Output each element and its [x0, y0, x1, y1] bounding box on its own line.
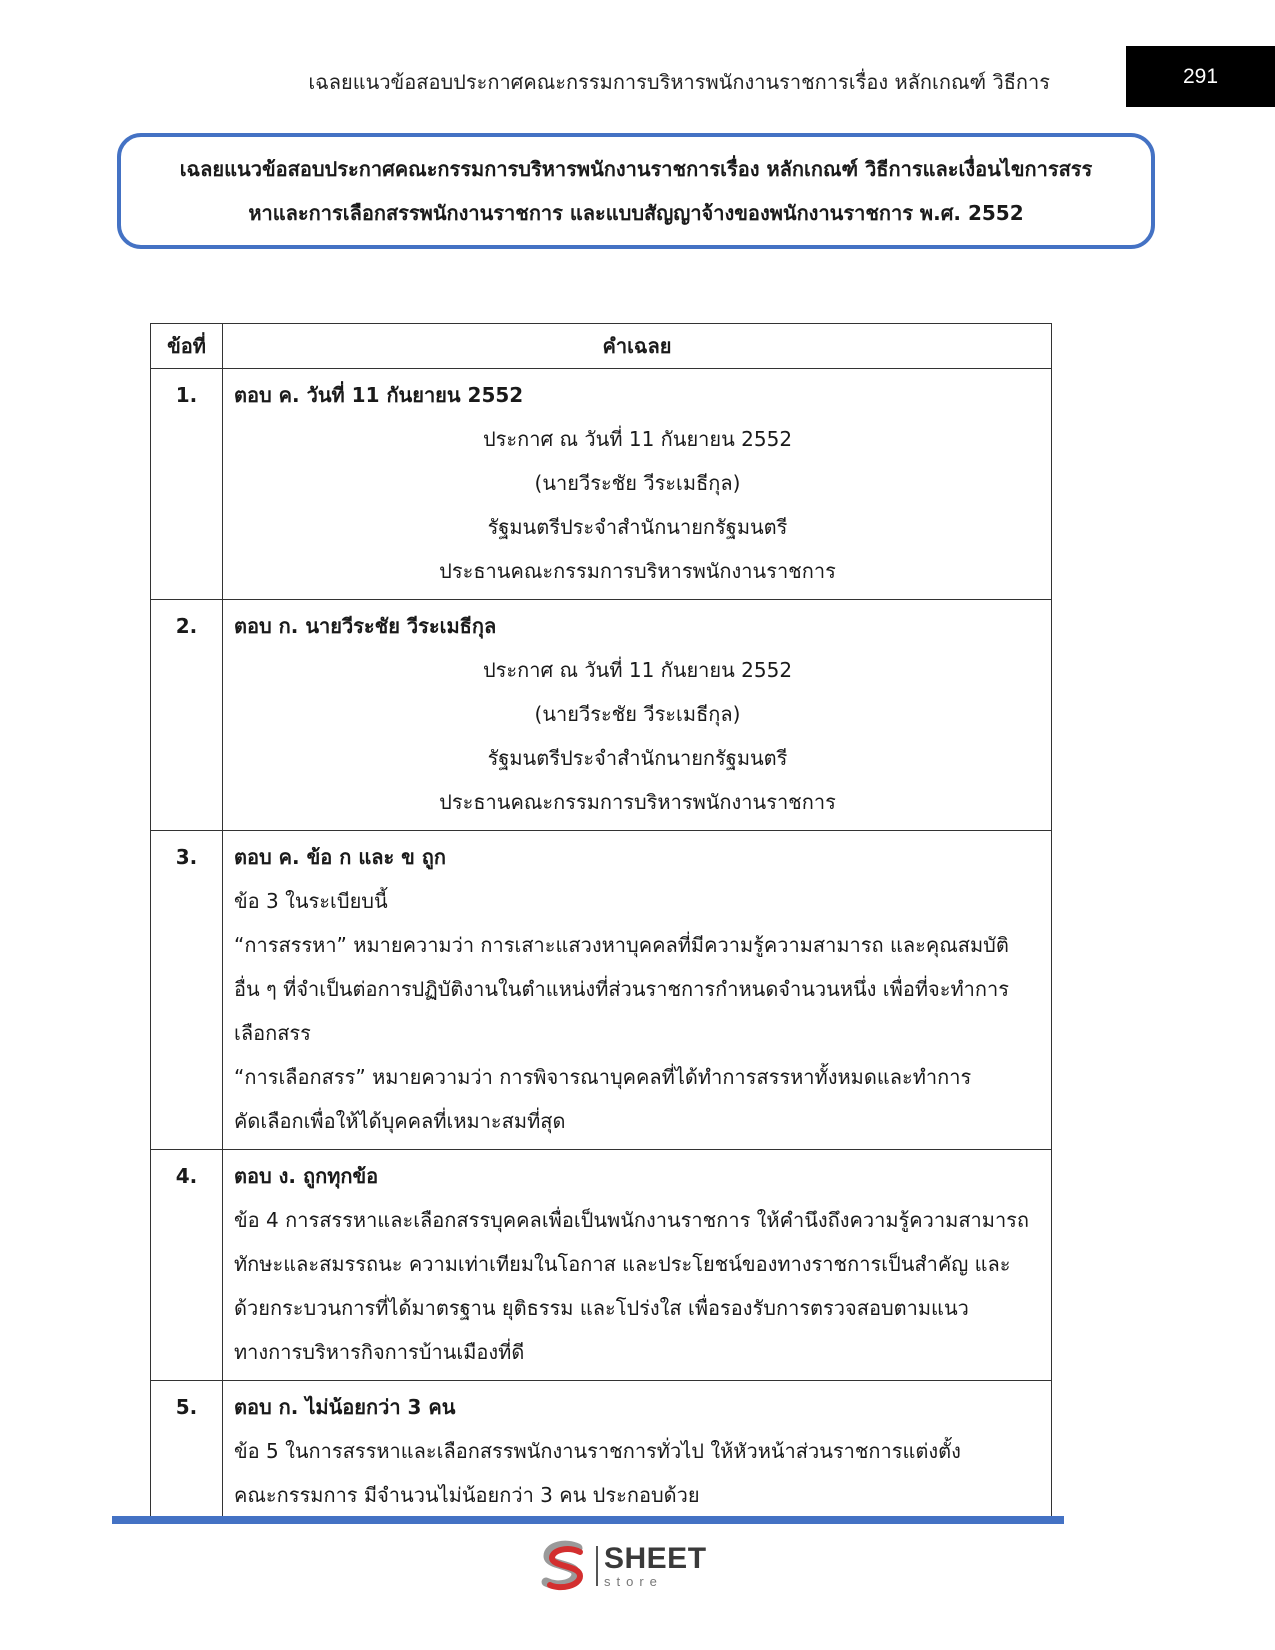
header-answer: คำเฉลย	[223, 324, 1052, 369]
table-row	[151, 369, 1052, 600]
question-number: 1.	[175, 383, 198, 407]
explanation-line: ข้อ 4 การสรรหาและเลือกสรรบุคคลเพื่อเป็นพนักงานราชการ ให้คำนึงถึงความรู้ความสามารถ	[234, 1208, 1030, 1232]
explanation-line: “การสรรหา” หมายความว่า การเสาะแสวงหาบุคคลที่มีความรู้ความสามารถ และคุณสมบัติ	[234, 933, 1009, 957]
answer-choice: ตอบ ก. ไม่น้อยกว่า 3 คน	[234, 1395, 456, 1419]
explanation-line: (นายวีระชัย วีระเมธีกุล)	[534, 702, 741, 726]
explanation-line: ประกาศ ณ วันที่ 11 กันยายน 2552	[482, 658, 793, 682]
logo-wordmark: SHEET	[604, 1542, 707, 1575]
table-row	[151, 600, 1052, 831]
answer-choice: ตอบ ค. ข้อ ก และ ข ถูก	[234, 845, 447, 869]
sheet-store-logo	[538, 1540, 707, 1592]
question-number: 2.	[175, 614, 198, 638]
logo-separator	[596, 1546, 598, 1586]
table-header-row	[151, 324, 1052, 369]
running-header: เฉลยแนวข้อสอบประกาศคณะกรรมการบริหารพนักงานราชการเรื่อง หลักเกณฑ์ วิธีการ	[308, 70, 1050, 94]
question-number: 3.	[175, 845, 198, 869]
explanation-line: “การเลือกสรร” หมายความว่า การพิจารณาบุคคลที่ได้ทำการสรรหาทั้งหมดและทำการ	[234, 1065, 972, 1089]
table-row	[151, 831, 1052, 1150]
explanation-line: ประธานคณะกรรมการบริหารพนักงานราชการ	[439, 559, 836, 583]
explanation-line: คณะกรรมการ มีจำนวนไม่น้อยกว่า 3 คน ประกอบด้วย	[234, 1483, 700, 1507]
answer-choice: ตอบ ง. ถูกทุกข้อ	[234, 1164, 379, 1188]
table-row	[151, 1150, 1052, 1381]
explanation-line: ทางการบริหารกิจการบ้านเมืองที่ดี	[234, 1340, 525, 1364]
explanation-line: อื่น ๆ ที่จำเป็นต่อการปฏิบัติงานในตำแหน่งที่ส่วนราชการกำหนดจำนวนหนึ่ง เพื่อที่จะทำการ	[234, 977, 1009, 1001]
explanation-line: ข้อ 5 ในการสรรหาและเลือกสรรพนักงานราชการทั่วไป ให้หัวหน้าส่วนราชการแต่งตั้ง	[234, 1439, 961, 1463]
answer-choice: ตอบ ก. นายวีระชัย วีระเมธีกุล	[234, 614, 497, 638]
explanation-line: เลือกสรร	[234, 1021, 311, 1045]
footer-rule	[112, 1516, 1064, 1524]
page-number: 291	[1126, 46, 1275, 107]
header-question-number: ข้อที่	[151, 324, 223, 369]
explanation-line: ทักษะและสมรรถนะ ความเท่าเทียมในโอกาส และประโยชน์ของทางราชการเป็นสำคัญ และ	[234, 1252, 1011, 1276]
explanation-line: ประกาศ ณ วันที่ 11 กันยายน 2552	[482, 427, 793, 451]
question-number: 5.	[175, 1395, 198, 1419]
question-number: 4.	[175, 1164, 198, 1188]
answer-choice: ตอบ ค. วันที่ 11 กันยายน 2552	[234, 383, 524, 407]
explanation-line: รัฐมนตรีประจำสำนักนายกรัฐมนตรี	[487, 515, 788, 539]
sheet-store-s-icon	[538, 1540, 590, 1592]
title-line-2: หาและการเลือกสรรพนักงานราชการ และแบบสัญญาจ้างของพนักงานราชการ พ.ศ. 2552	[248, 201, 1024, 225]
explanation-line: (นายวีระชัย วีระเมธีกุล)	[534, 471, 741, 495]
table-row	[151, 1381, 1052, 1524]
explanation-line: ด้วยกระบวนการที่ได้มาตรฐาน ยุติธรรม และโปร่งใส เพื่อรองรับการตรวจสอบตามแนว	[234, 1296, 969, 1320]
document-title-box	[117, 133, 1155, 249]
explanation-line: ข้อ 3 ในระเบียบนี้	[234, 889, 388, 913]
explanation-line: คัดเลือกเพื่อให้ได้บุคคลที่เหมาะสมที่สุด	[234, 1109, 566, 1133]
title-line-1: เฉลยแนวข้อสอบประกาศคณะกรรมการบริหารพนักงานราชการเรื่อง หลักเกณฑ์ วิธีการและเงื่อนไขการสรร	[179, 157, 1093, 181]
logo-subtext: store	[604, 1574, 663, 1589]
answer-table	[150, 323, 1052, 1524]
explanation-line: รัฐมนตรีประจำสำนักนายกรัฐมนตรี	[487, 746, 788, 770]
explanation-line: ประธานคณะกรรมการบริหารพนักงานราชการ	[439, 790, 836, 814]
